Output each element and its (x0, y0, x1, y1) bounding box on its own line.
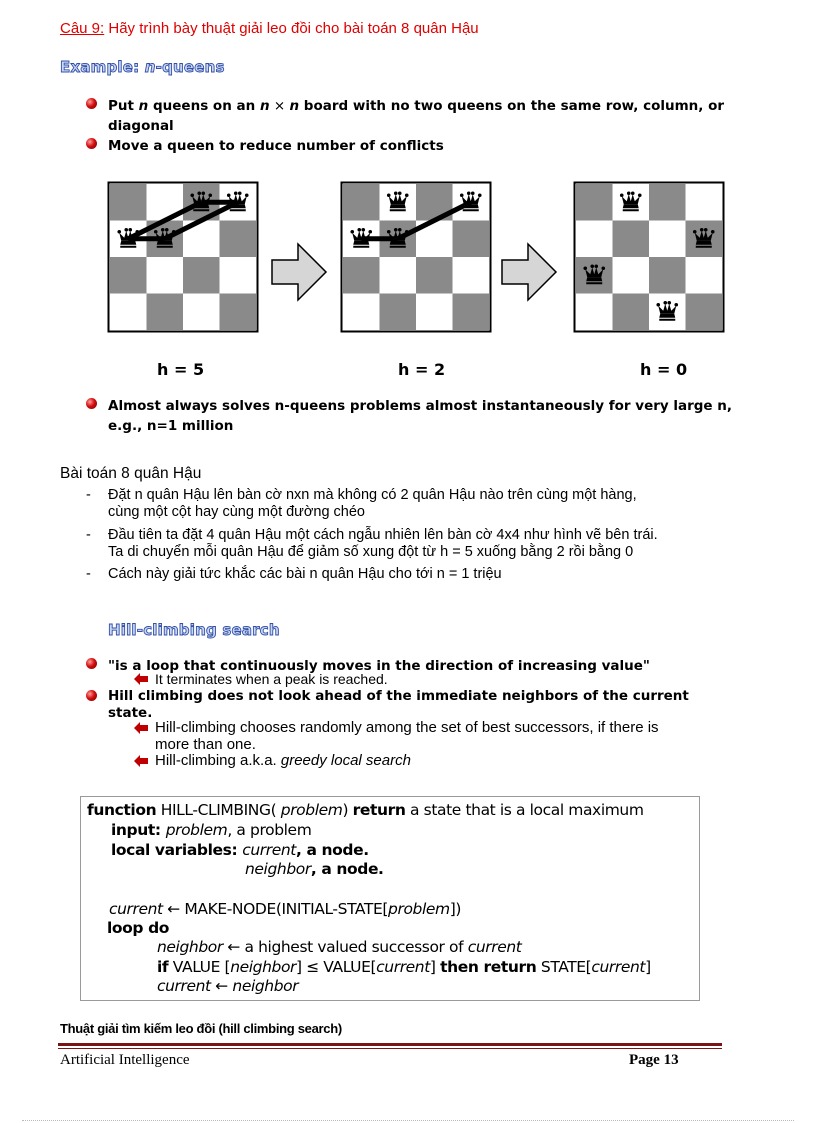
right-arrow-icon (272, 244, 326, 300)
bullet-move-queen: Move a queen to reduce number of conflicts (108, 138, 444, 154)
board-square (686, 184, 723, 221)
sub-terminates: It terminates when a peak is reached. (155, 671, 388, 687)
footer-rule-thick (58, 1043, 722, 1046)
vn-item-2: Đầu tiên ta đặt 4 quân Hậu một cách ngẫu nhiên lên bàn cờ 4x4 như hình vẽ bên trái. Ta di chuyển mỗi quân Hậu để giảm số xung đột từ h = 5 xuống bằng 2 rồi bằng 0 (108, 527, 658, 560)
board-square (110, 257, 147, 294)
board-square (613, 294, 650, 331)
footer-page: Page 13 (629, 1052, 679, 1068)
board-h5 (109, 183, 258, 332)
board-square (576, 294, 613, 331)
board-square (576, 184, 613, 221)
footer-left: Artificial Intelligence (60, 1052, 190, 1068)
code-line-3: local variables: current, a node. (111, 841, 369, 859)
board-square (220, 294, 257, 331)
board-square (147, 294, 184, 331)
board-square (183, 257, 220, 294)
board-square (686, 257, 723, 294)
board-square (453, 294, 490, 331)
example-title: Example: n-queens (60, 58, 225, 76)
bullet-icon (86, 98, 97, 109)
vn-item-1: Đặt n quân Hậu lên bàn cờ nxn mà không có 2 quân Hậu nào trên cùng một hàng, cùng một cột hay cùng một đường chéo (108, 487, 637, 520)
diamond-arrow-icon (134, 722, 150, 734)
board-square (453, 221, 490, 258)
board-square (613, 221, 650, 258)
n-queens-figure (100, 176, 740, 390)
vn-item-3: Cách này giải tức khắc các bài n quân Hậu cho tới n = 1 triệu (108, 566, 502, 582)
code-line-6: loop do (107, 919, 170, 937)
code-line-1: function HILL-CLIMBING( problem) return a state that is a local maximum (87, 801, 644, 819)
board-square (110, 184, 147, 221)
sub-chooses-randomly: Hill-climbing chooses randomly among the set of best successors, if there is more than one. (155, 719, 659, 753)
bullet-icon (86, 398, 97, 409)
board-square (649, 184, 686, 221)
code-line-8: if VALUE [neighbor] ≤ VALUE[current] then return STATE[current] (157, 958, 651, 976)
board-square (649, 257, 686, 294)
code-line-5: current ← MAKE-NODE(INITIAL-STATE[problem]) (109, 900, 462, 918)
board-square (183, 294, 220, 331)
h-label-0: h = 5 (157, 360, 205, 379)
figure-caption: Thuật giải tìm kiếm leo đồi (hill climbing search) (60, 1021, 342, 1036)
bullet-loop-quote: "is a loop that continuously moves in the direction of increasing value" (108, 658, 650, 674)
vn-section-title: Bài toán 8 quân Hậu (60, 465, 202, 482)
board-square (416, 257, 453, 294)
bullet-almost-always: Almost always solves n-queens problems almost instantaneously for very large n, e.g., n=1 million (108, 398, 733, 434)
diamond-arrow-icon (134, 673, 150, 685)
board-square (686, 294, 723, 331)
bullet-icon (86, 138, 97, 149)
code-line-7: neighbor ← a highest valued successor of current (157, 938, 522, 956)
board-square (416, 294, 453, 331)
board-square (343, 257, 380, 294)
board-square (380, 294, 417, 331)
footer-rule-thin (58, 1048, 722, 1049)
question-heading: Câu 9: Hãy trình bày thuật giải leo đồi cho bài toán 8 quân Hậu (60, 20, 479, 37)
board-square (380, 257, 417, 294)
diamond-arrow-icon (134, 755, 150, 767)
board-square (613, 257, 650, 294)
board-square (343, 184, 380, 221)
board-h0 (575, 183, 724, 332)
board-square (453, 257, 490, 294)
board-h2 (342, 183, 491, 332)
bullet-icon (86, 658, 97, 669)
bullet-icon (86, 690, 97, 701)
board-square (220, 257, 257, 294)
board-square (147, 257, 184, 294)
bullet-look-ahead: Hill climbing does not look ahead of the immediate neighbors of the current state. (108, 688, 689, 721)
code-line-2: input: problem, a problem (111, 821, 312, 839)
h-label-1: h = 2 (398, 360, 446, 379)
sub-greedy: Hill-climbing a.k.a. greedy local search (155, 752, 411, 769)
right-arrow-icon (502, 244, 556, 300)
h-label-2: h = 0 (640, 360, 688, 379)
board-square (343, 294, 380, 331)
hill-climbing-pseudocode (80, 796, 700, 1001)
bullet-put-n-queens: Put n queens on an n × n board with no two queens on the same row, column, or diagonal (108, 98, 725, 134)
code-line-4: neighbor, a node. (245, 860, 384, 878)
hill-climbing-title: Hill-climbing search (108, 621, 280, 639)
board-square (576, 221, 613, 258)
code-line-9: current ← neighbor (157, 977, 299, 995)
board-square (649, 221, 686, 258)
board-square (110, 294, 147, 331)
page-edge (22, 1120, 794, 1121)
board-square (220, 221, 257, 258)
